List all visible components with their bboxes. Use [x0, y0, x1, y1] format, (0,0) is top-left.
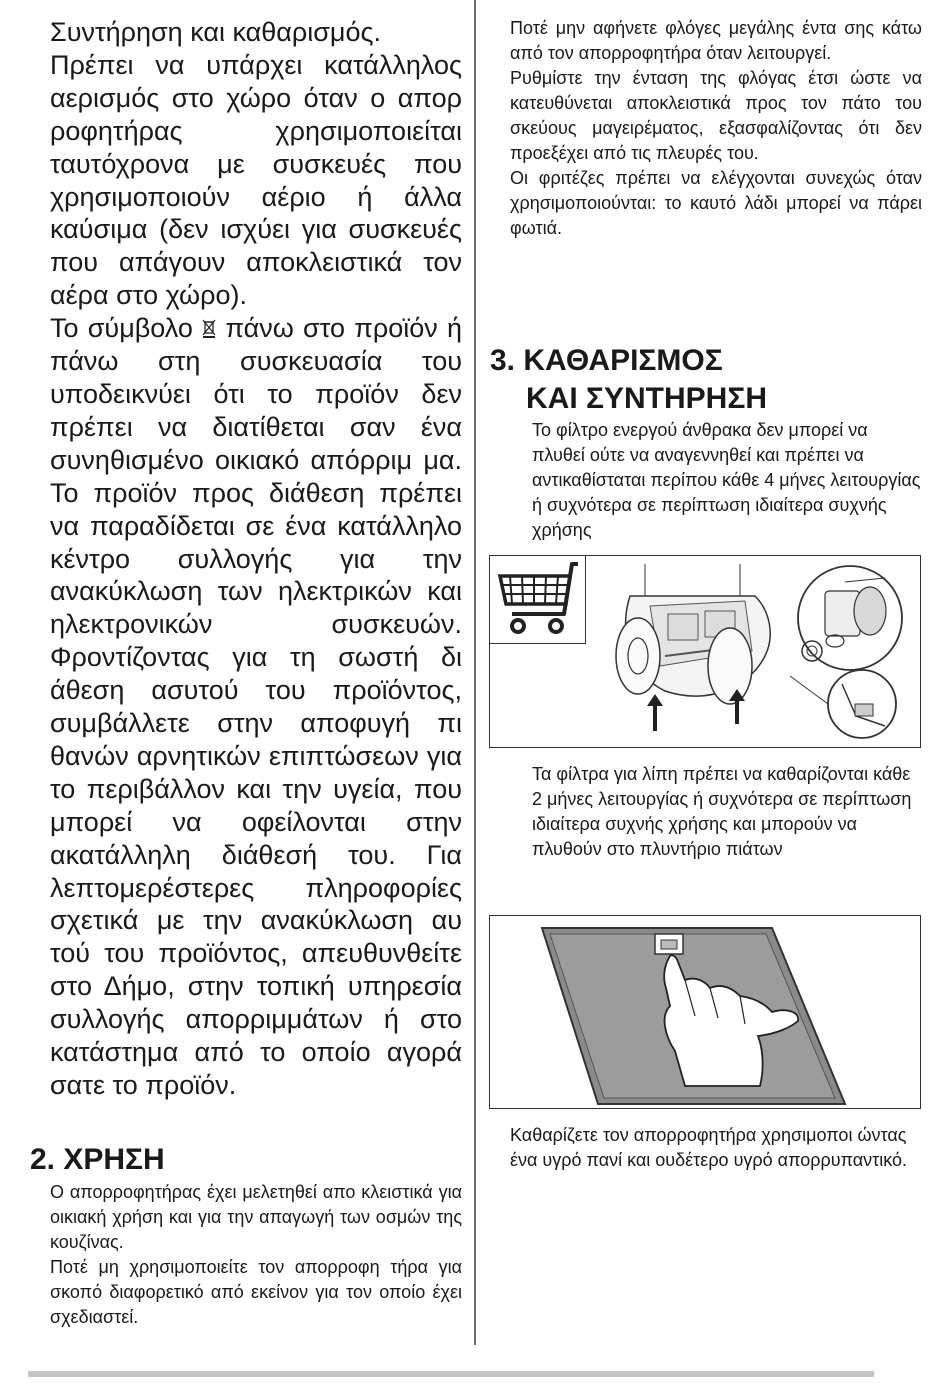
- flame-warning-paragraph: Ποτέ μην αφήνετε φλόγες μεγάλης έντα σης κάτω από τον απορροφητήρα όταν λειτουργεί.: [510, 18, 922, 63]
- cleaning-text: Καθαρίζετε τον απορροφητήρα χρησιμοποι ώντας ένα υγρό πανί και ουδέτερο υγρό απορρυπαντικό.: [510, 1125, 908, 1170]
- fryer-warning-paragraph: Οι φριτέζες πρέπει να ελέγχονται συνεχώς όταν χρησιμοποιούνται: το καυτό λάδι μπορεί να πάρει φωτιά.: [510, 168, 922, 238]
- crossed-bin-icon: [202, 317, 216, 339]
- grease-filter-illustration: [490, 916, 919, 1107]
- flame-adjust-paragraph: Ρυθμίστε την ένταση της φλόγας έτσι ώστε να κατευθύνεται αποκλειστικά προς τον πάτο του σκεύους μαγειρέματος, εξασφαλίζοντας ότι δεν προεξέχει από τις πλευρές του.: [510, 68, 922, 163]
- usage-paragraph-1: Ο απορροφητήρας έχει μελετηθεί απο κλειστικά για οικιακή χρήση και για την απαγωγή των οσμών της κουζίνας.: [50, 1182, 462, 1252]
- carbon-filter-figure: [489, 555, 921, 748]
- disposal-paragraph: [50, 312, 462, 1102]
- shopping-cart-icon: [490, 556, 584, 642]
- section-2-heading: 2. ΧΡΗΣΗ: [30, 1143, 165, 1176]
- maintenance-title-line: Συντήρηση και καθαρισμός.: [50, 17, 381, 47]
- section-3-heading-line1: 3. ΚΑΘΑΡΙΣΜΟΣ: [490, 344, 723, 377]
- grease-filter-figure: [489, 915, 921, 1109]
- disposal-text-start: Το σύμβολο: [50, 313, 193, 344]
- right-column-warnings: [510, 16, 922, 241]
- disposal-text-rest: πάνω στο προϊόν ή πάνω στη συσκευασία του υποδεικνύει ότι το προϊόν δεν πρέπει να διατίθεται σαν ένα συνηθισμένο οικιακό απόρριμ μα. Το προϊόν προς διάθεση πρέπει να παραδίδεται σε ένα κατάλληλο κέντρο συλλογής για την ανακύκλωση των ηλεκτρικών και ηλεκτρονικών συσκευών. Φροντίζοντας για τη σωστή δι άθεση ασυτού του προϊόντος, συμβάλλετε στην αποφυγή πι θανών αρνητικών επιπτώσεων για το περιβάλλον και την υγεία, που μπορεί να οφείλονται στην ακατάλληλη διάθεσή του. Για λεπτομερέστερες πληροφορίες σχετικά με την ανακύκλωση αυ τού του προϊόντος, απευθυνθείτε στο Δήμο, στην τοπική υπηρεσία συλλογής απορριμμάτων ή στο κατάστημα από το οποίο αγορά σατε το προϊόν.: [50, 313, 462, 1100]
- column-divider: [474, 0, 476, 1345]
- left-column: [50, 16, 462, 1102]
- section-2-text: [50, 1180, 462, 1330]
- usage-paragraph-2: Ποτέ μη χρησιμοποιείτε τον απορροφη τήρα για σκοπό διαφορετικό από εκείνον για τον οποίο έχει σχεδιαστεί.: [50, 1257, 462, 1327]
- section-3-heading-line2: ΚΑΙ ΣΥΝΤΗΡΗΣΗ: [526, 382, 768, 415]
- page-footer-bar: [28, 1371, 874, 1377]
- carbon-filter-text: Το φίλτρο ενεργού άνθρακα δεν μπορεί να πλυθεί ούτε να αναγεννηθεί και πρέπει να αντικαθίσταται περίπου κάθε 4 μήνες λειτουργίας ή συχνότερα σε περίπτωση ιδιαίτερα συχνής χρήσης: [532, 420, 921, 540]
- ventilation-paragraph: Πρέπει να υπάρχει κατάλληλος αερισμός στο χώρο όταν ο απορ ροφητήρας χρησιμοποιείται ταυτόχρονα με συσκευές που χρησιμοποιούν αέριο ή άλλα καύσιμα (δεν ισχύει για συσκευές που απάγουν αποκλειστικά τον αέρα στο χώρο).: [50, 49, 462, 311]
- cart-box: [490, 556, 586, 644]
- grease-filter-text: Τα φίλτρα για λίπη πρέπει να καθαρίζονται κάθε 2 μήνες λειτουργίας ή συχνότερα σε περίπτωση ιδιαίτερα συχνής χρήσης και μπορούν να πλυθούν στο πλυντήριο πιάτων: [532, 764, 912, 859]
